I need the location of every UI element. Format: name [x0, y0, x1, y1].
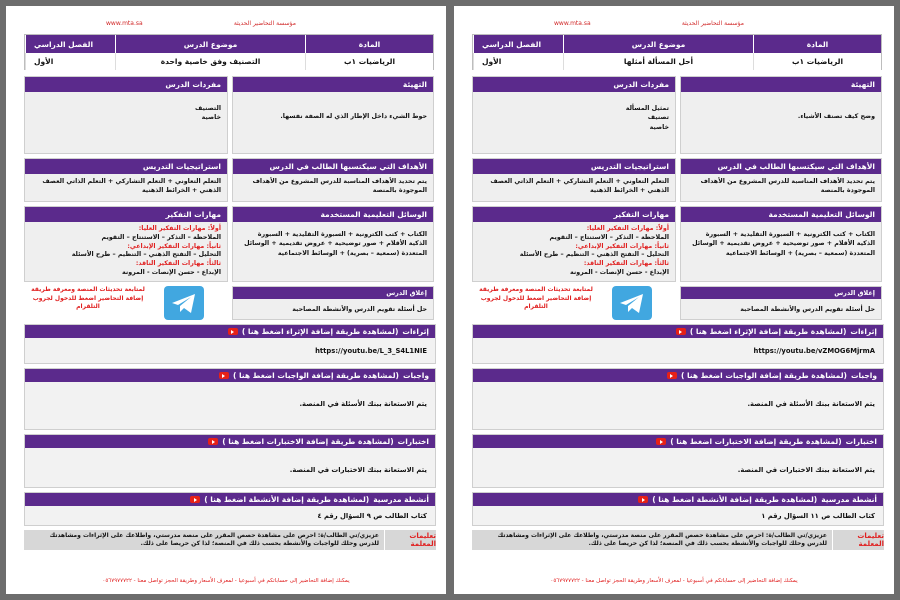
skills-line: أولاً: مهارات التفكير العليا: [138, 225, 221, 232]
skills-line: الملاحظة – التذكر – الاستنتاج – التقويم [101, 233, 221, 241]
enrich-help-link[interactable]: (لمشاهدة طريقة إضافة الإثراء اضغط هنا ) [689, 327, 847, 336]
site-url[interactable]: www.mta.sa [554, 20, 591, 27]
skills-line: أولاً: مهارات التفكير العليا: [586, 225, 669, 232]
skills-line: ثانياً: مهارات التفكير الإبداعي: [127, 242, 221, 250]
youtube-icon[interactable] [676, 328, 686, 335]
vocab-card [472, 76, 676, 154]
telegram-note[interactable]: لمتابعة تحديثات المنصة ومعرفة طريقة إضافة التحاضير اضغط للدخول لجروب التلقرام [479, 286, 593, 310]
lesson-info-table [472, 34, 882, 70]
prep-text: حوط الشيء داخل الإطار الذي له الصفة نفسها. [280, 113, 427, 120]
closing-text: حل أسئلة تقويم الدرس والأنشطة المصاحبة [740, 306, 875, 313]
enrich-help-link[interactable]: (لمشاهدة طريقة إضافة الإثراء اضغط هنا ) [241, 327, 399, 336]
closing-title: إغلاق الدرس [233, 287, 433, 299]
subject-header: المادة [753, 35, 881, 53]
tests-title: اختبارات [397, 437, 429, 446]
youtube-icon[interactable] [208, 438, 218, 445]
prep-title: التهيئة [681, 77, 881, 92]
skills-line: التحليل – التفتح الذهني – التنظيم – طرح الأسئلة [71, 251, 221, 259]
topic-value: أحل المسألة أمثلها [563, 53, 753, 70]
activities-help-link[interactable]: (لمشاهدة طريقة إضافة الأنشطة اضغط هنا ) [652, 495, 818, 504]
strategies-card [472, 158, 676, 202]
activities-title: أنشطة مدرسية [821, 495, 877, 504]
vocab-item: خاصية [649, 123, 669, 131]
topic-header: موضوع الدرس [563, 35, 753, 53]
strategies-title: استراتيجيات التدريس [473, 159, 675, 174]
vocab-title: مفردات الدرس [25, 77, 227, 92]
tools-title: الوسائل التعليمية المستخدمة [681, 207, 881, 222]
skills-line: الإبداع - حسن الإنصات - المرونة [122, 268, 221, 276]
activities-text: كتاب الطالب ص ١١ السؤال رقم ١ [761, 512, 875, 520]
homework-text: يتم الاستعانة ببنك الأسئلة في المنصة. [747, 400, 875, 408]
org-name: مؤسسة التحاضير الحديثة [681, 20, 744, 27]
strategies-text: التعلم التعاوني + التعلم التشاركي + التعلم الذاتي العصف الذهني + الخرائط الذهنية [490, 178, 669, 195]
activities-help-link[interactable]: (لمشاهدة طريقة إضافة الأنشطة اضغط هنا ) [204, 495, 370, 504]
tests-text: يتم الاستعانة ببنك الاختبارات في المنصة. [737, 466, 875, 474]
teacher-notes-label: تعليمات المعلمة [832, 530, 884, 550]
subject-header: المادة [305, 35, 433, 53]
homework-section [24, 368, 436, 430]
telegram-icon[interactable] [164, 286, 204, 320]
enrich-section [472, 324, 884, 364]
goals-text: يتم تحديد الأهداف المناسبة للدرس المشروع من الأهداف الموجودة بالمنصة [700, 178, 875, 195]
skills-line: ثالثاً: مهارات التفكير الناقد: [583, 260, 669, 268]
subject-value: الرياضيات ١ب [305, 53, 433, 70]
teacher-notes-label: تعليمات المعلمة [384, 530, 436, 550]
youtube-icon[interactable] [667, 372, 677, 379]
vocab-item: خاصية [201, 114, 221, 122]
lesson-info-table [24, 34, 434, 70]
skills-title: مهارات التفكير [473, 207, 675, 222]
enrich-url[interactable]: https://youtu.be/L_3_S4L1NIE [315, 347, 427, 355]
skills-line: الملاحظة – التذكر – الاستنتاج – التقويم [549, 233, 669, 241]
footer-note: يمكنك إضافة التحاضير إلى حساباتكم في أسبوعيا - لمعرف الأسعار وطريقة الحجز تواصل معنا - ٠٥٦٧٩٧٧٧٢٢ [550, 578, 798, 584]
activities-section [472, 492, 884, 526]
skills-line: ثالثاً: مهارات التفكير الناقد: [135, 260, 221, 268]
prep-card [680, 76, 882, 154]
youtube-icon[interactable] [190, 496, 200, 503]
skills-line: التحليل – التفتح الذهني – التنظيم – طرح الأسئلة [519, 251, 669, 259]
youtube-icon[interactable] [638, 496, 648, 503]
vocab-card [24, 76, 228, 154]
teacher-notes [472, 530, 884, 550]
goals-title: الأهداف التي سيكتسبها الطالب في الدرس [233, 159, 433, 174]
tests-help-link[interactable]: (لمشاهدة طريقة إضافة الاختبارات اضغط هنا ) [670, 437, 842, 446]
prep-text: وضح كيف تصنف الأشياء. [797, 113, 875, 120]
topic-header: موضوع الدرس [115, 35, 305, 53]
skills-line: الإبداع - حسن الإنصات - المرونة [570, 268, 669, 276]
goals-card [680, 158, 882, 202]
lesson-plan-page [6, 6, 446, 594]
strategies-card [24, 158, 228, 202]
telegram-icon[interactable] [612, 286, 652, 320]
strategies-text: التعلم التعاوني + التعلم التشاركي + التعلم الذاتي العصف الذهني + الخرائط الذهنية [42, 178, 221, 195]
teacher-notes-text: عزيزي/تي الطالب/ة: احرص على مشاهدة حصص المقرر على منصة مدرستي، واطلاعك على الإثراءات ومشاهدتك للدرس وحلك للواجبات والأنشطة بحسب ذلك في المنصة؛ لذا كن حريصا على ذلك. [497, 532, 827, 547]
prep-card [232, 76, 434, 154]
homework-title: واجبات [402, 371, 429, 380]
vocab-list [25, 92, 227, 126]
telegram-note[interactable]: لمتابعة تحديثات المنصة ومعرفة طريقة إضافة التحاضير اضغط للدخول لجروب التلقرام [31, 286, 145, 310]
homework-text: يتم الاستعانة ببنك الأسئلة في المنصة. [299, 400, 427, 408]
tools-card [232, 206, 434, 282]
homework-title: واجبات [850, 371, 877, 380]
youtube-icon[interactable] [219, 372, 229, 379]
prep-title: التهيئة [233, 77, 433, 92]
vocab-list [473, 92, 675, 135]
skills-line: ثانياً: مهارات التفكير الإبداعي: [575, 242, 669, 250]
enrich-title: إثراءات [850, 327, 877, 336]
vocab-item: التصنيف [195, 105, 221, 112]
skills-card [24, 206, 228, 282]
term-value: الأول [473, 53, 563, 70]
term-header: الفصل الدراسي [25, 35, 115, 53]
goals-title: الأهداف التي سيكتسبها الطالب في الدرس [681, 159, 881, 174]
youtube-icon[interactable] [228, 328, 238, 335]
tests-section [24, 434, 436, 488]
goals-card [232, 158, 434, 202]
tools-text: الكتاب + كتب الكترونية + السبورة التقليدية + السبورة الذكية الأقلام + صور توضيحية + عروض تقديمية + الوسائل المتعددة (سمعية – بصرية) + الوسائط الاجتماعية [244, 231, 427, 257]
tools-title: الوسائل التعليمية المستخدمة [233, 207, 433, 222]
vocab-item: تمثيل المسألة [625, 105, 669, 112]
strategies-title: استراتيجيات التدريس [25, 159, 227, 174]
youtube-icon[interactable] [656, 438, 666, 445]
closing-title: إغلاق الدرس [681, 287, 881, 299]
enrich-url[interactable]: https://youtu.be/vZMOG6MjrmA [753, 347, 875, 355]
enrich-title: إثراءات [402, 327, 429, 336]
closing-card [232, 286, 434, 320]
activities-section [24, 492, 436, 526]
homework-help-link[interactable]: (لمشاهدة طريقة إضافة الواجبات اضغط هنا ) [680, 371, 847, 380]
tests-section [472, 434, 884, 488]
tools-card [680, 206, 882, 282]
tests-help-link[interactable]: (لمشاهدة طريقة إضافة الاختبارات اضغط هنا ) [222, 437, 394, 446]
vocab-title: مفردات الدرس [473, 77, 675, 92]
tests-text: يتم الاستعانة ببنك الاختبارات في المنصة. [289, 466, 427, 474]
teacher-notes-text: عزيزي/تي الطالب/ة: احرص على مشاهدة حصص المقرر على منصة مدرستي، واطلاعك على الإثراءات ومشاهدتك للدرس وحلك للواجبات والأنشطة بحسب ذلك في المنصة؛ لذا كن حريصا على ذلك. [49, 532, 379, 547]
skills-title: مهارات التفكير [25, 207, 227, 222]
activities-text: كتاب الطالب ص ٩ السؤال رقم ٤ [317, 512, 427, 520]
term-header: الفصل الدراسي [473, 35, 563, 53]
teacher-notes [24, 530, 436, 550]
homework-help-link[interactable]: (لمشاهدة طريقة إضافة الواجبات اضغط هنا ) [232, 371, 399, 380]
skills-card [472, 206, 676, 282]
lesson-plan-page [454, 6, 894, 594]
vocab-item: تصنيف [647, 114, 669, 122]
tests-title: اختبارات [845, 437, 877, 446]
footer-note: يمكنك إضافة التحاضير إلى حساباتكم في أسبوعيا - لمعرف الأسعار وطريقة الحجز تواصل معنا - ٠٥٦٧٩٧٧٧٢٢ [102, 578, 350, 584]
org-name: مؤسسة التحاضير الحديثة [233, 20, 296, 27]
tools-text: الكتاب + كتب الكترونية + السبورة التقليدية + السبورة الذكية الأقلام + صور توضيحية + عروض تقديمية + الوسائل المتعددة (سمعية – بصرية) + الوسائط الاجتماعية [692, 231, 875, 257]
activities-title: أنشطة مدرسية [373, 495, 429, 504]
closing-card [680, 286, 882, 320]
goals-text: يتم تحديد الأهداف المناسبة للدرس المشروع من الأهداف الموجودة بالمنصة [252, 178, 427, 195]
site-url[interactable]: www.mta.sa [106, 20, 143, 27]
subject-value: الرياضيات ١ب [753, 53, 881, 70]
term-value: الأول [25, 53, 115, 70]
homework-section [472, 368, 884, 430]
topic-value: التصنيف وفق خاصية واحدة [115, 53, 305, 70]
enrich-section [24, 324, 436, 364]
closing-text: حل أسئلة تقويم الدرس والأنشطة المصاحبة [292, 306, 427, 313]
